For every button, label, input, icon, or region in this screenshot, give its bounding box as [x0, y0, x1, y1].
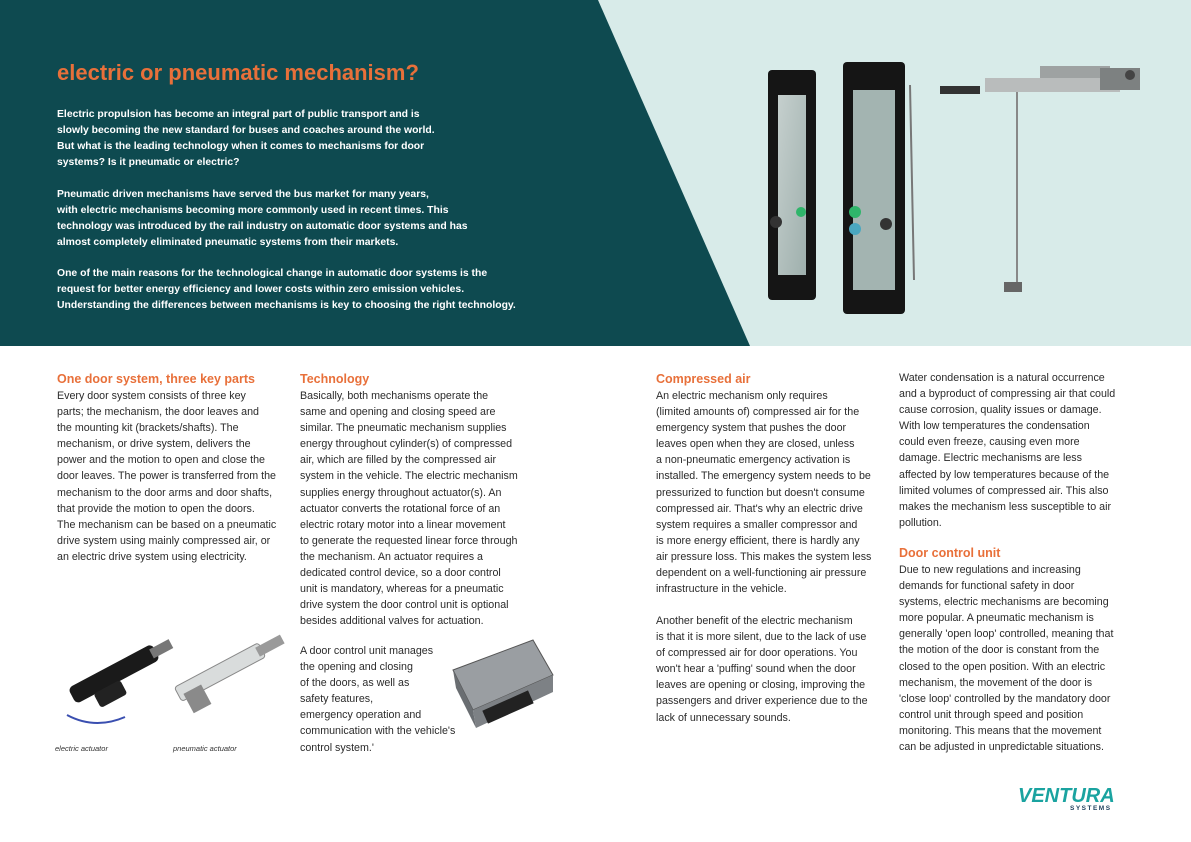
caption-pneumatic-actuator: pneumatic actuator [173, 744, 237, 753]
section-body: Water condensation is a natural occurrence and a byproduct of compressing air that could cause corrosion, quality issues or damage. With low temperatures the condensation could even freeze, causing even more damage. Electric mechanisms are less affected by low temperatures because of the limited volumes of compressed air. This also makes the mechanism less susceptible to air pollution. [899, 372, 1116, 529]
section-heading: Door control unit [899, 546, 1001, 560]
section-technology [300, 371, 540, 629]
section-heading: One door system, three key parts [57, 372, 255, 386]
section-body: An electric mechanism only requires (limited amounts of) compressed air for the emergency system that pushes the door leaves open when they are closed, unless a non-pneumatic emergency activation is installed. The emergency system needs to be pressurized to function but doesn't consume compressed air. That's why an electric drive system requires a smaller compressor and is more energy efficient, there is hardly any air pressure loss. This makes the system less dependent on a well-functioning air pressure infrastructure in the vehicle. [656, 390, 872, 596]
pneumatic-actuator-image [165, 600, 290, 730]
section-body: Another benefit of the electric mechanism is that it is more silent, due to the lack of use of compressed air for door operations. You won't hear a 'puffing' sound when the door leaves are opening or closing, improving the passengers and driver experience due to the lack of unnecessary sounds. [656, 615, 868, 724]
section-compressed-air-silence [656, 613, 896, 726]
section-one-door-system [57, 371, 297, 565]
electric-actuator-image [55, 605, 180, 735]
section-body: Every door system consists of three key parts; the mechanism, the door leaves and the mounting kit (brackets/shafts). The mechanism, or drive system, delivers the power and the motion to open and close the door leaves. The power is transferred from the mechanism to the door arms and door shafts, that provide the motion to open the doors. The mechanism can be based on a pneumatic drive system using mainly compressed air, or an electric drive system using electricity. [57, 390, 277, 563]
section-compressed-air [656, 371, 896, 597]
door-control-unit-image [438, 630, 558, 740]
ventura-logo [1018, 783, 1133, 811]
section-body: A door control unit manages the opening and closing of the doors, as well as safety features, emergency operation and communication with the vehicle's control system.' [300, 645, 456, 754]
page-title: electric or pneumatic mechanism? [57, 60, 419, 85]
logo-subtitle: SYSTEMS [1070, 805, 1112, 811]
door-shaft [910, 85, 914, 280]
door-leaf-illustration [768, 70, 816, 300]
section-condensation [899, 370, 1144, 531]
section-body: Basically, both mechanisms operate the same and opening and closing speed are similar. The pneumatic mechanism supplies energy throughout cylinder(s) of compressed air, which are filled by the compressed air system in the vehicle. The electric mechanism supplies energy throughout actuator(s). An actuator converts the rotational force of an electric rotary motor into a linear movement to generate the requested linear force through the mechanism. An actuator requires a dedicated control device, so a door control unit is mandatory, whereas for a pneumatic drive system the door control unit is optional besides additional valves for actuation. [300, 390, 518, 628]
intro-paragraph: Pneumatic driven mechanisms have served the bus market for many years, with electric mechanisms becoming more commonly used in recent times. This technology was introduced by the rail industry on automatic door systems and has almost completely eliminated pneumatic systems from their markets. [57, 189, 468, 248]
logo-wordmark: VENTURA [1018, 785, 1115, 807]
section-heading: Compressed air [656, 372, 751, 386]
door-leaf-illustration [843, 62, 905, 314]
section-body: Due to new regulations and increasing demands for functional safety in door systems, electric mechanisms are becoming more popular. A pneumatic mechanism is generally 'open loop' controlled, meaning that the motion of the door is constant from the closed to the open position. With an electric mechanism, the movement of the door is 'close loop' controlled by the mandatory door control unit through speed and position monitoring. This means that the movement can be adjusted in unpredictable situations. [899, 564, 1114, 754]
intro-paragraph: Electric propulsion has become an integral part of public transport and is slowly becoming the new standard for buses and coaches around the world. But what is the leading technology when it comes to mechanisms for door systems? Is it pneumatic or electric? [57, 109, 435, 168]
section-door-control-unit [899, 545, 1144, 755]
caption-electric-actuator: electric actuator [55, 744, 108, 753]
intro-paragraph: One of the main reasons for the technological change in automatic door systems is the request for better energy efficiency and lower costs within zero emission vehicles. Understanding the differences between mechanisms is key to choosing the right technology. [57, 268, 516, 311]
door-mechanism-illustration [940, 66, 1140, 94]
section-heading: Technology [300, 372, 370, 386]
